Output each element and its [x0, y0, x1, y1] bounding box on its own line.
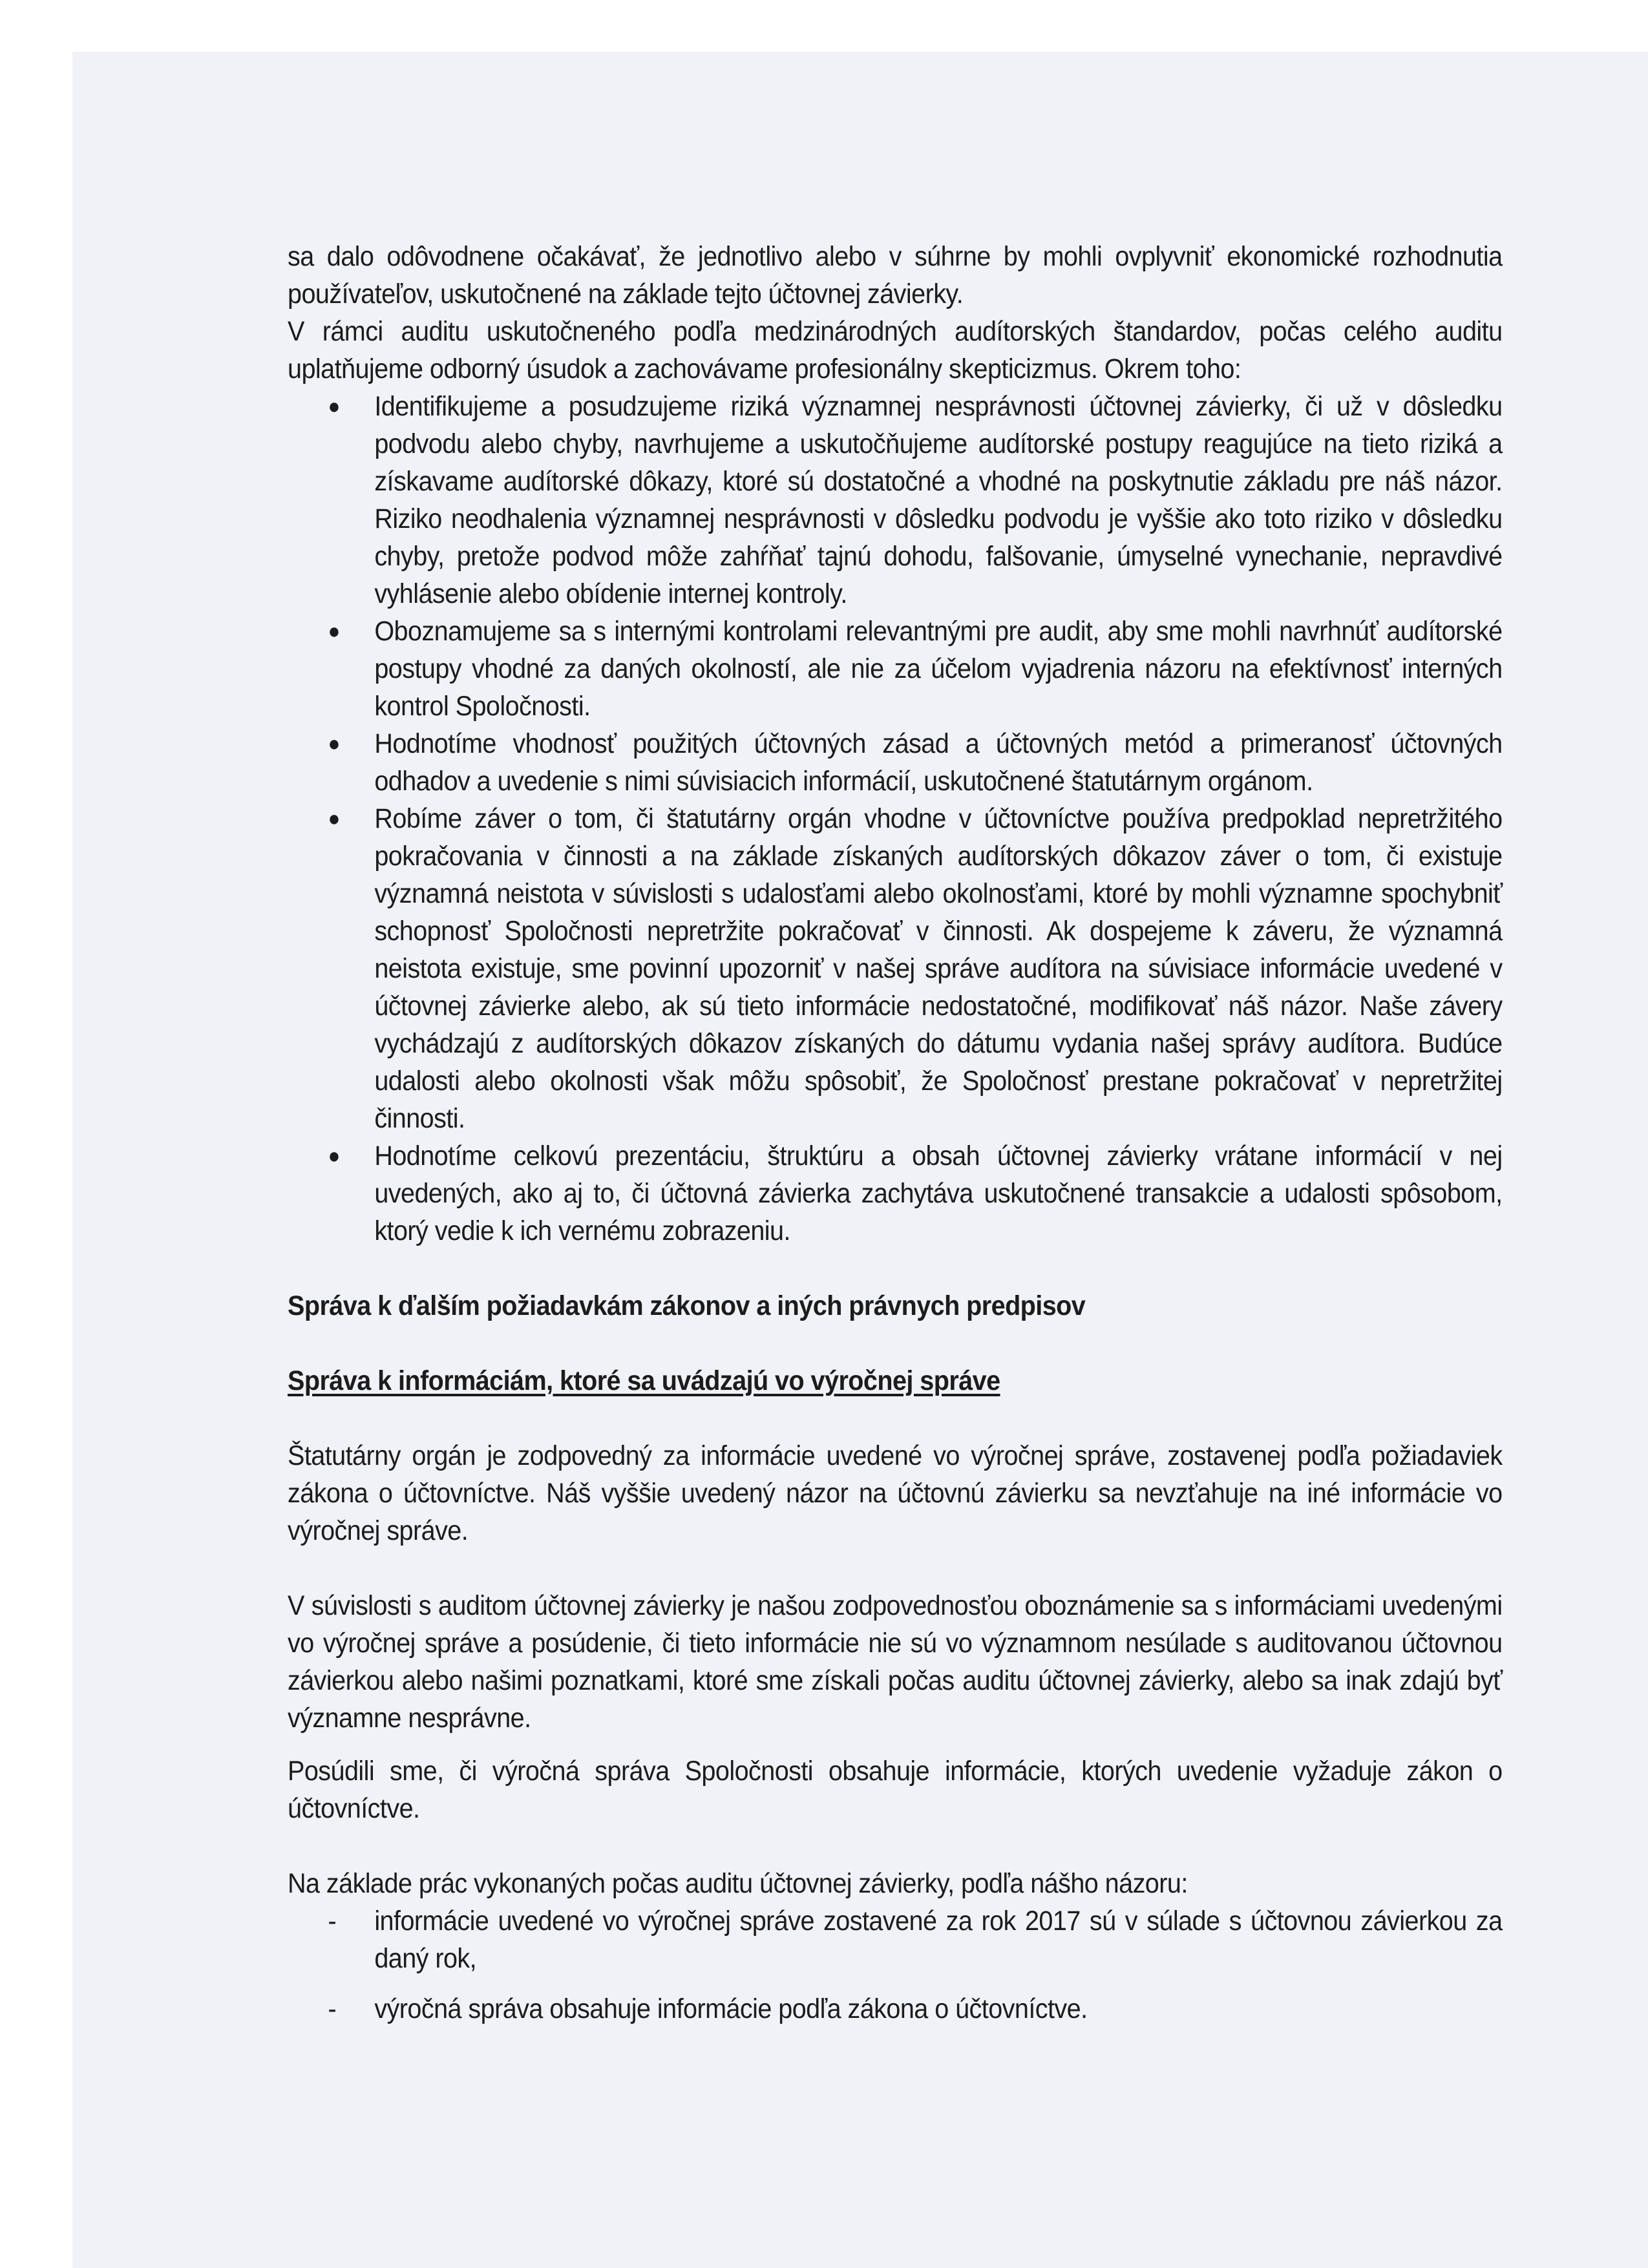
section-paragraph-3: Posúdili sme, či výročná správa Spoločnosti obsahuje informácie, ktorých uvedenie vyžaduje zákon o účtovníctve. — [288, 1756, 1503, 1824]
procedures-list — [288, 388, 1503, 1250]
list-item: ● Identifikujeme a posudzujeme riziká významnej nesprávnosti účtovnej závierky, či už v dôsledku podvodu alebo chyby, navrhujeme a uskutočňujeme audítorské postupy reagujúce na tieto riziká a získavame audítorské dôkazy, ktoré sú dostatočné a vhodné na poskytnutie základu pre náš názor. Riziko neodhalenia významnej nesprávnosti v dôsledku podvodu je vyššie ako toto riziko v dôsledku chyby, pretože podvod môže zahŕňať tajnú dohodu, falšovanie, úmyselné vynechanie, nepravdivé vyhlásenie alebo obídenie internej kontroly. — [288, 388, 1503, 613]
list-item: ● Oboznamujeme sa s internými kontrolami relevantnými pre audit, aby sme mohli navrhnúť audítorské postupy vhodné za daných okolností, ale nie za účelom vyjadrenia názoru na efektívnosť interných kontrol Spoločnosti. — [288, 613, 1503, 725]
document-body — [288, 238, 1503, 2028]
bullet-icon: ● — [328, 731, 340, 756]
section-paragraph-2: V súvislosti s auditom účtovnej závierky je našou zodpovednosťou oboznámenie sa s informáciami uvedenými vo výročnej správe a posúdenie, či tieto informácie nie sú vo významnom nesúlade s auditovanou účtovnou závierkou alebo našimi poznatkami, ktoré sme získali počas auditu účtovnej závierky, alebo sa inak zdajú byť významne nesprávne. — [288, 1590, 1503, 1734]
list-item: ● Hodnotíme vhodnosť použitých účtovných zásad a účtovných metód a primeranosť účtovných odhadov a uvedenie s nimi súvisiacich informácií, uskutočnené štatutárnym orgánom. — [288, 725, 1503, 800]
section-paragraph-4: Na základe prác vykonaných počas auditu účtovnej závierky, podľa nášho názoru: — [288, 1868, 1188, 1899]
section-paragraph-1: Štatutárny orgán je zodpovedný za informácie uvedené vo výročnej správe, zostavenej podľa požiadaviek zákona o účtovníctve. Náš vyššie uvedený názor na účtovnú závierku sa nevzťahuje na iné informácie vo výročnej správe. — [288, 1440, 1503, 1546]
bullet-icon: ● — [328, 806, 340, 831]
intro-paragraph-1: sa dalo odôvodnene očakávať, že jednotlivo alebo v súhrne by mohli ovplyvniť ekonomické rozhodnutia používateľov, uskutočnené na základe tejto účtovnej závierky. — [288, 241, 1503, 310]
dash-icon: - — [328, 1906, 337, 1937]
bullet-icon: ● — [328, 394, 340, 419]
list-item: - informácie uvedené vo výročnej správe zostavené za rok 2017 sú v súlade s účtovnou závierkou za daný rok, — [288, 1902, 1503, 1977]
section-heading: Správa k ďalším požiadavkám zákonov a iných právnych predpisov — [288, 1290, 1086, 1321]
list-item: - výročná správa obsahuje informácie podľa zákona o účtovníctve. — [288, 1990, 1503, 2028]
dash-icon: - — [328, 1993, 337, 2024]
intro-paragraph-2: V rámci auditu uskutočneného podľa medzinárodných audítorských štandardov, počas celého auditu uplatňujeme odborný úsudok a zachovávame profesionálny skepticizmus. Okrem toho: — [288, 316, 1503, 384]
bullet-icon: ● — [328, 619, 340, 644]
list-item: ● Robíme záver o tom, či štatutárny orgán vhodne v účtovníctve používa predpoklad nepretržitého pokračovania v činnosti a na základe získaných audítorských dôkazov záver o tom, či existuje významná neistota v súvislosti s udalosťami alebo okolnosťami, ktoré by mohli významne spochybniť schopnosť Spoločnosti nepretržite pokračovať v činnosti. Ak dospejeme k záveru, že významná neistota existuje, sme povinní upozorniť v našej správe audítora na súvisiace informácie uvedené v účtovnej závierke alebo, ak sú tieto informácie nedostatočné, modifikovať náš názor. Naše závery vychádzajú z audítorských dôkazov získaných do dátumu vydania našej správy audítora. Budúce udalosti alebo okolnosti však môžu spôsobiť, že Spoločnosť prestane pokračovať v nepretržitej činnosti. — [288, 800, 1503, 1137]
list-item: ● Hodnotíme celkovú prezentáciu, štruktúru a obsah účtovnej závierky vrátane informácií v nej uvedených, ako aj to, či účtovná závierka zachytáva uskutočnené transakcie a udalosti spôsobom, ktorý vedie k ich vernému zobrazeniu. — [288, 1137, 1503, 1250]
conclusions-list — [288, 1902, 1503, 2028]
section-subheading: Správa k informáciám, ktoré sa uvádzajú vo výročnej správe — [288, 1365, 1000, 1396]
bullet-icon: ● — [328, 1144, 340, 1168]
